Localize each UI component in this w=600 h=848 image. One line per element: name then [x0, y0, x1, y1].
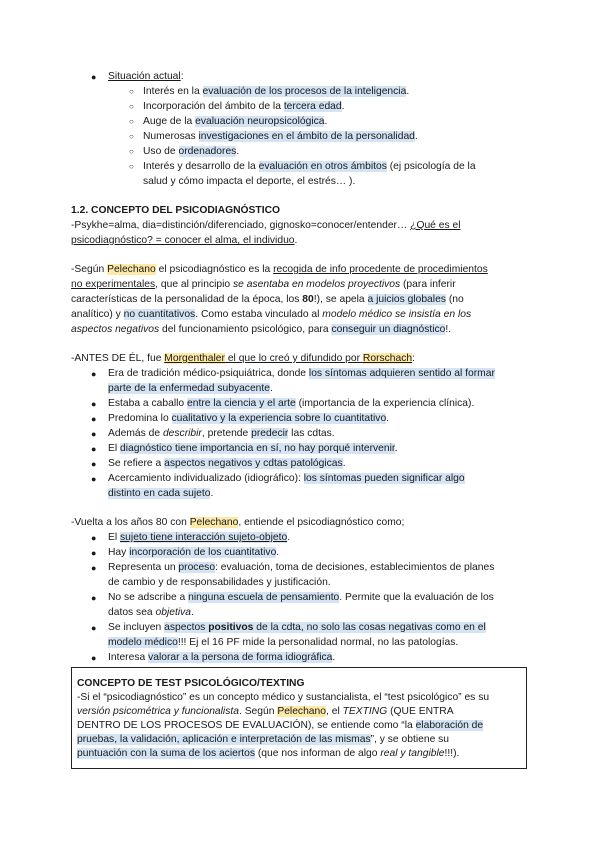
bullet-icon: ● — [91, 399, 97, 409]
situacion-heading: Situación actual: — [108, 71, 184, 82]
bullet-icon: ● — [91, 563, 97, 573]
box-line: versión psicométrica y funcionalista. Según Pelechano, el TEXTING (QUE ENTRA — [77, 706, 454, 717]
bullet-icon: ● — [91, 653, 97, 663]
box-line: puntuación con la suma de los aciertos (que nos informan de algo real y tangible!!!). — [77, 748, 460, 759]
bullet-icon: ● — [91, 414, 97, 424]
list-item-continuation: salud y cómo impacta el deporte, el estrés… ). — [143, 176, 356, 187]
paragraph-line: psicodiagnóstico? = conocer el alma, el individuo. — [71, 235, 298, 246]
bullet-icon: ● — [91, 533, 97, 543]
list-item: Era de tradición médico-psiquiátrica, donde los síntomas adquieren sentido al formar — [108, 368, 495, 379]
list-item-continuation: parte de la enfermedad subyacente. — [108, 383, 273, 394]
list-item-continuation: modelo médico!!! Ej el 16 PF mide la personalidad normal, no las patologías. — [108, 637, 459, 648]
list-item: Numerosas investigaciones en el ámbito de la personalidad. — [143, 131, 418, 142]
bullet-icon: ● — [91, 444, 97, 454]
list-item: Incorporación del ámbito de la tercera edad. — [143, 101, 345, 112]
bullet-icon: ● — [91, 72, 97, 82]
bullet-icon: ● — [91, 459, 97, 469]
list-item: Interesa valorar a la persona de forma idiográfica. — [108, 652, 336, 663]
list-item-continuation: de cambio y de responsabilidades y justificación. — [108, 577, 331, 588]
box-line: -Si el “psicodiagnóstico” es un concepto médico y sustancialista, el “test psicológico” es su — [77, 692, 490, 703]
list-item: Auge de la evaluación neuropsicológica. — [143, 116, 328, 127]
circle-bullet-icon: ○ — [129, 102, 134, 111]
list-item: El diagnóstico tiene importancia en sí, no hay porqué intervenir. — [108, 443, 398, 454]
circle-bullet-icon: ○ — [129, 147, 134, 156]
box-line: DENTRO DE LOS PROCESOS DE EVALUACIÓN), se entiende como “la elaboración de — [77, 720, 484, 731]
section-title: 1.2. CONCEPTO DEL PSICODIAGNÓSTICO — [71, 205, 281, 216]
paragraph-line: -ANTES DE ÉL, fue Morgenthaler el que lo creó y difundido por Rorschach: — [71, 353, 415, 364]
list-item: Representa un proceso: evaluación, toma de decisiones, establecimientos de planes — [108, 562, 495, 573]
list-item: Además de describir, pretende predecir las cdtas. — [108, 428, 335, 439]
list-item: Uso de ordenadores. — [143, 146, 240, 157]
paragraph-line: -Según Pelechano el psicodiagnóstico es la recogida de info procedente de procedimientos — [71, 264, 488, 275]
list-item: No se adscribe a ninguna escuela de pensamiento. Permite que la evaluación de los — [108, 592, 494, 603]
bullet-icon: ● — [91, 474, 97, 484]
circle-bullet-icon: ○ — [129, 162, 134, 171]
list-item: Acercamiento individualizado (idiográfico): los síntomas pueden significar algo — [108, 473, 465, 484]
list-item: Se refiere a aspectos negativos y cdtas patológicas. — [108, 458, 346, 469]
list-item-continuation: distinto en cada sujeto. — [108, 488, 214, 499]
circle-bullet-icon: ○ — [129, 132, 134, 141]
list-item-continuation: datos sea objetiva. — [108, 607, 194, 618]
paragraph-line: no experimentales, que al principio se asentaba en modelos proyectivos (para inferir — [71, 279, 456, 290]
bullet-icon: ● — [91, 623, 97, 633]
bullet-icon: ● — [91, 548, 97, 558]
paragraph-line: características de la personalidad de la época, los 80!), se apela a juicios globales (no — [71, 294, 464, 305]
list-item: Hay incorporación de los cuantitativo. — [108, 547, 280, 558]
paragraph-line: -Vuelta a los años 80 con Pelechano, entiende el psicodiagnóstico como; — [71, 517, 405, 528]
box-title: CONCEPTO DE TEST PSICOLÓGICO/TEXTING — [77, 678, 305, 689]
circle-bullet-icon: ○ — [129, 87, 134, 96]
paragraph-line: -Psykhe=alma, dia=distinción/diferenciado, gignosko=conocer/entender… ¿Qué es el — [71, 220, 461, 231]
paragraph-line: analítico) y no cuantitativos. Como estaba vinculado al modelo médico se insistía en los — [71, 309, 472, 320]
circle-bullet-icon: ○ — [129, 117, 134, 126]
list-item: El sujeto tiene interacción sujeto-objeto. — [108, 532, 291, 543]
paragraph-line: aspectos negativos del funcionamiento psicológico, para conseguir un diagnóstico!. — [71, 324, 452, 335]
list-item: Predomina lo cualitativo y la experiencia sobre lo cuantitativo. — [108, 413, 390, 424]
box-line: pruebas, la validación, aplicación e interpretación de las mismas”, y se obtiene su — [77, 734, 450, 745]
list-item: Interés y desarrollo de la evaluación en otros ámbitos (ej psicología de la — [143, 161, 476, 172]
list-item: Se incluyen aspectos positivos de la cdta, no solo las cosas negativas como en el — [108, 622, 486, 633]
bullet-icon: ● — [91, 593, 97, 603]
bullet-icon: ● — [91, 369, 97, 379]
list-item: Estaba a caballo entre la ciencia y el arte (importancia de la experiencia clínica). — [108, 398, 475, 409]
bullet-icon: ● — [91, 429, 97, 439]
list-item: Interés en la evaluación de los procesos de la inteligencia. — [143, 86, 410, 97]
